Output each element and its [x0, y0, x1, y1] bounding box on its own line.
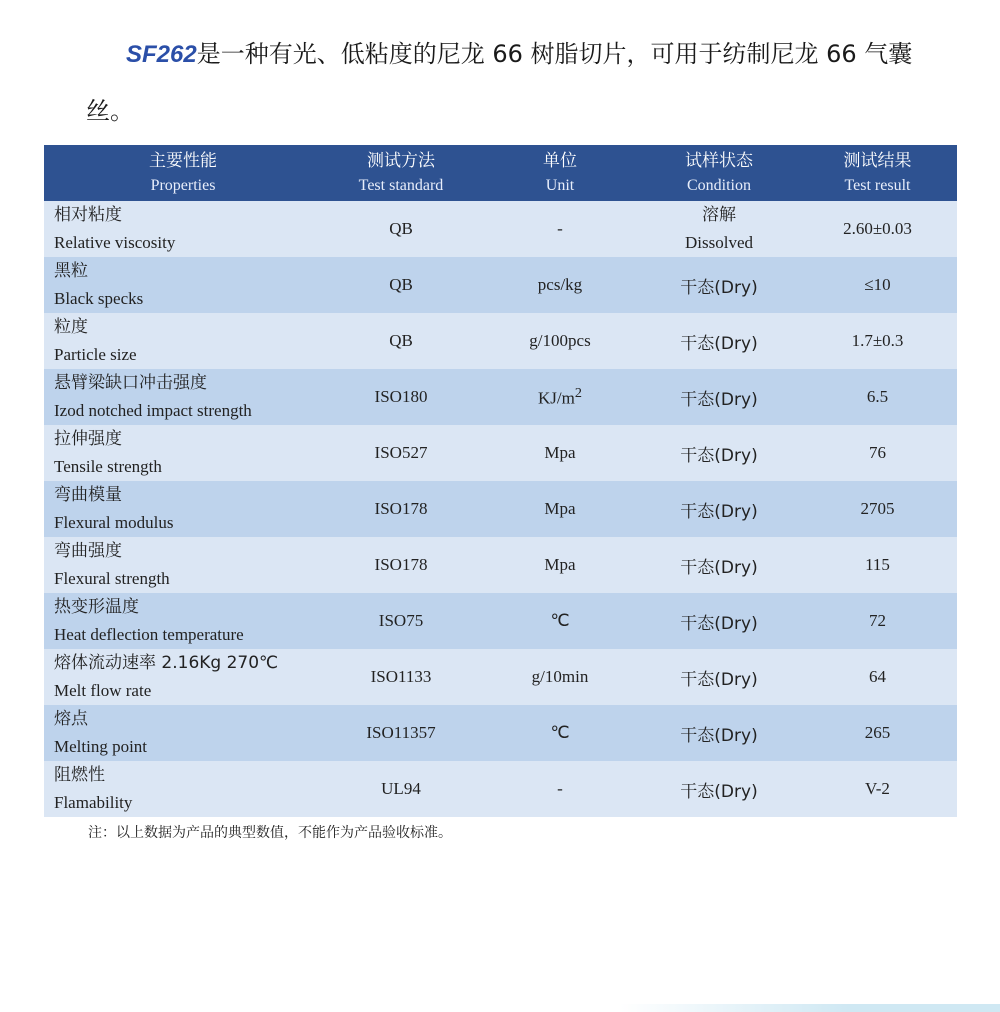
result-cell: 6.5 [798, 369, 957, 425]
unit-cell: Mpa [480, 481, 640, 537]
table-row [44, 369, 957, 425]
header-row [44, 145, 957, 201]
table-row [44, 257, 957, 313]
property-cell: 熔体流动速率 2.16Kg 270℃ Melt flow rate [44, 649, 322, 705]
standard-cell: ISO178 [322, 481, 480, 537]
unit-cell: $KJ/m^2$ [480, 369, 640, 425]
property-cell: 黑粒 Black specks [44, 257, 322, 313]
table-row [44, 425, 957, 481]
standard-cell: QB [322, 313, 480, 369]
spec-table [44, 145, 957, 817]
table-row [44, 481, 957, 537]
property-cell: 阻燃性 Flamability [44, 761, 322, 817]
unit-cell: - [480, 761, 640, 817]
condition-cell: 干态(Dry) [640, 481, 798, 537]
result-cell: 115 [798, 537, 957, 593]
spec-table-header [44, 145, 957, 201]
result-cell: 2705 [798, 481, 957, 537]
property-cell: 弯曲强度 Flexural strength [44, 537, 322, 593]
result-cell: 1.7±0.3 [798, 313, 957, 369]
unit-cell: ℃ [480, 705, 640, 761]
condition-cell: 干态(Dry) [640, 761, 798, 817]
unit-cell: Mpa [480, 537, 640, 593]
condition-cell: 干态(Dry) [640, 593, 798, 649]
footnote: 注：以上数据为产品的典型数值，不能作为产品验收标准。 [88, 825, 452, 841]
condition-cell: 干态(Dry) [640, 369, 798, 425]
unit-cell: g/10min [480, 649, 640, 705]
intro-text: 是一种有光、低粘度的尼龙 66 树脂切片，可用于纺制尼龙 66 气囊丝。 [86, 40, 913, 125]
standard-cell: ISO75 [322, 593, 480, 649]
standard-cell: ISO1133 [322, 649, 480, 705]
unit-cell: Mpa [480, 425, 640, 481]
product-model: SF262 [126, 41, 197, 68]
header-test-result: 测试结果 Test result [798, 145, 957, 201]
unit-cell: - [480, 201, 640, 257]
unit-cell: pcs/kg [480, 257, 640, 313]
condition-cell: 干态(Dry) [640, 705, 798, 761]
table-row [44, 313, 957, 369]
intro-paragraph [86, 26, 946, 139]
header-condition: 试样状态 Condition [640, 145, 798, 201]
standard-cell: ISO11357 [322, 705, 480, 761]
standard-cell: QB [322, 257, 480, 313]
table-row [44, 593, 957, 649]
table-row [44, 537, 957, 593]
standard-cell: ISO180 [322, 369, 480, 425]
standard-cell: UL94 [322, 761, 480, 817]
property-cell: 弯曲模量 Flexural modulus [44, 481, 322, 537]
table-row [44, 705, 957, 761]
unit-cell: g/100pcs [480, 313, 640, 369]
standard-cell: ISO178 [322, 537, 480, 593]
property-cell: 热变形温度 Heat deflection temperature [44, 593, 322, 649]
result-cell: V-2 [798, 761, 957, 817]
spec-table-body [44, 201, 957, 817]
table-row [44, 761, 957, 817]
condition-cell: 干态(Dry) [640, 537, 798, 593]
condition-cell: 干态(Dry) [640, 313, 798, 369]
result-cell: 265 [798, 705, 957, 761]
result-cell: 2.60±0.03 [798, 201, 957, 257]
unit-cell: ℃ [480, 593, 640, 649]
result-cell: 64 [798, 649, 957, 705]
header-properties: 主要性能 Properties [44, 145, 322, 201]
property-cell: 熔点 Melting point [44, 705, 322, 761]
property-cell: 相对粘度 Relative viscosity [44, 201, 322, 257]
condition-cell: 干态(Dry) [640, 425, 798, 481]
result-cell: ≤10 [798, 257, 957, 313]
condition-cell: 溶解 Dissolved [640, 201, 798, 257]
condition-cell: 干态(Dry) [640, 649, 798, 705]
result-cell: 72 [798, 593, 957, 649]
decorative-bottom-bar [620, 1004, 1000, 1012]
property-cell: 悬臂梁缺口冲击强度 Izod notched impact strength [44, 369, 322, 425]
table-row [44, 201, 957, 257]
condition-cell: 干态(Dry) [640, 257, 798, 313]
table-row [44, 649, 957, 705]
standard-cell: ISO527 [322, 425, 480, 481]
header-test-standard: 测试方法 Test standard [322, 145, 480, 201]
property-cell: 拉伸强度 Tensile strength [44, 425, 322, 481]
standard-cell: QB [322, 201, 480, 257]
result-cell: 76 [798, 425, 957, 481]
property-cell: 粒度 Particle size [44, 313, 322, 369]
header-unit: 单位 Unit [480, 145, 640, 201]
